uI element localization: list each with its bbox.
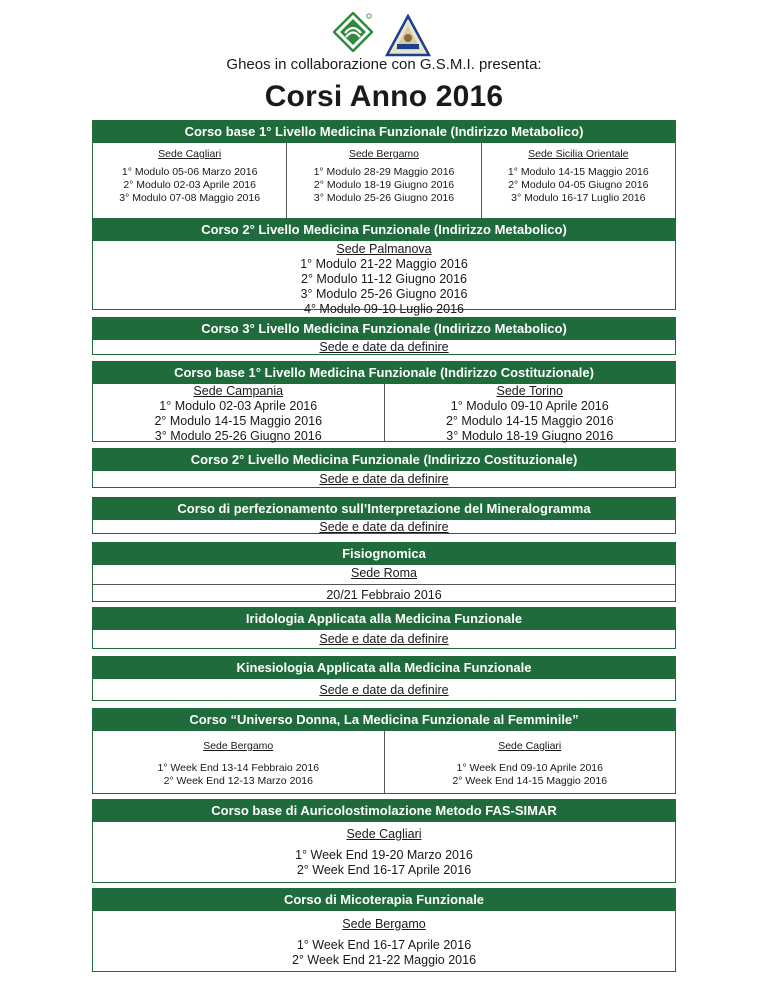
course-section-micoterapia (92, 888, 676, 972)
course-column (384, 731, 676, 794)
course-body (93, 520, 675, 535)
module-date: 1° Modulo 14-15 Maggio 2016 (507, 166, 649, 178)
module-date: 3° Modulo 25-26 Giugno 2016 (300, 287, 468, 301)
module-date: 1° Modulo 28-29 Maggio 2016 (313, 166, 455, 178)
page-title: Corsi Anno 2016 (264, 80, 504, 113)
sede-label: Sede Campania (193, 384, 284, 398)
section-header: Corso base di Auricolostimolazione Metodo FAS-SIMAR (93, 800, 675, 822)
course-columns (93, 384, 675, 442)
module-date: 1° Modulo 09-10 Aprile 2016 (450, 399, 609, 413)
course-section-kinesiologia (92, 656, 676, 701)
section-header: Corso base 1° Livello Medicina Funzionale (Indirizzo Metabolico) (93, 121, 675, 143)
module-date: 3° Modulo 25-26 Giugno 2016 (313, 192, 455, 204)
section-header: Corso 2° Livello Medicina Funzionale (Indirizzo Metabolico) (93, 219, 675, 241)
weekend-date: 1° Week End 19-20 Marzo 2016 (295, 848, 473, 862)
section-header: Corso base 1° Livello Medicina Funzionale (Indirizzo Costituzionale) (93, 362, 675, 384)
course-section-mineralogramma (92, 497, 676, 534)
course-section-3-metabolico (92, 317, 676, 355)
sede-label: Sede Palmanova (336, 242, 432, 256)
module-date: 1° Modulo 05-06 Marzo 2016 (121, 166, 258, 178)
section-header: Iridologia Applicata alla Medicina Funzionale (93, 608, 675, 630)
course-body (93, 630, 675, 647)
weekend-date: 2° Week End 12-13 Marzo 2016 (163, 775, 313, 787)
sede-label: Sede Cagliari (158, 148, 222, 160)
module-date: 2° Modulo 02-03 Aprile 2016 (123, 179, 256, 191)
module-date: 3° Modulo 16-17 Luglio 2016 (511, 192, 646, 204)
weekend-date: 2° Week End 14-15 Maggio 2016 (452, 775, 608, 787)
section-header: Kinesiologia Applicata alla Medicina Funzionale (93, 657, 675, 679)
course-column (384, 384, 676, 442)
course-section-2-metabolico (92, 218, 676, 316)
sede-label: Sede Roma (350, 566, 417, 580)
logos (0, 12, 768, 58)
module-date: 1° Modulo 02-03 Aprile 2016 (159, 399, 318, 413)
course-body (93, 565, 675, 603)
course-columns (93, 731, 675, 794)
course-section-fisiognomica (92, 542, 676, 602)
course-section-iridologia (92, 607, 676, 649)
course-section-auricolostimolazione (92, 799, 676, 883)
module-date: 2° Modulo 14-15 Maggio 2016 (154, 414, 323, 428)
course-body (93, 822, 675, 878)
sede-date-tbd: Sede e date da definire (319, 472, 449, 486)
section-header: Corso 2° Livello Medicina Funzionale (Indirizzo Costituzionale) (93, 449, 675, 471)
module-date: 3° Modulo 25-26 Giugno 2016 (154, 429, 322, 443)
sede-label: Sede Bergamo (348, 148, 420, 160)
gsmi-triangle-logo-icon (385, 14, 431, 58)
course-body (93, 911, 675, 968)
section-header: Corso 3° Livello Medicina Funzionale (Indirizzo Metabolico) (93, 318, 675, 340)
course-body (93, 471, 675, 487)
weekend-date: 2° Week End 21-22 Maggio 2016 (291, 953, 477, 967)
course-body (93, 679, 675, 698)
sede-label: Sede Torino (496, 384, 563, 398)
module-date: 4° Modulo 09-10 Luglio 2016 (304, 302, 464, 316)
intro-text: Gheos in collaborazione con G.S.M.I. presenta: (226, 56, 542, 73)
sede-date-tbd: Sede e date da definire (319, 340, 449, 354)
section-header: Corso “Universo Donna, La Medicina Funzionale al Femminile” (93, 709, 675, 731)
course-column (93, 731, 384, 794)
section-header: Corso di Micoterapia Funzionale (93, 889, 675, 911)
module-date: 2° Modulo 14-15 Maggio 2016 (445, 414, 614, 428)
module-date: 2° Modulo 18-19 Giugno 2016 (313, 179, 455, 191)
weekend-date: 2° Week End 16-17 Aprile 2016 (296, 863, 472, 877)
green-diamond-leaf-logo-icon (333, 12, 373, 52)
module-date: 3° Modulo 18-19 Giugno 2016 (446, 429, 614, 443)
course-section-2-costituzionale (92, 448, 676, 488)
weekend-date: 1° Week End 16-17 Aprile 2016 (296, 938, 472, 952)
sede-date-tbd: Sede e date da definire (319, 632, 449, 646)
section-header: Fisiognomica (93, 543, 675, 565)
sede-label: Sede Bergamo (342, 917, 426, 931)
sede-label: Sede Bergamo (203, 740, 274, 752)
course-column (93, 384, 384, 442)
sede-label: Sede Cagliari (346, 827, 422, 841)
section-header: Corso di perfezionamento sull’Interpretazione del Mineralogramma (93, 498, 675, 520)
course-body (93, 241, 675, 317)
weekend-date: 1° Week End 13-14 Febbraio 2016 (157, 762, 320, 774)
sede-date-tbd: Sede e date da definire (319, 683, 449, 697)
module-date: 1° Modulo 21-22 Maggio 2016 (300, 257, 468, 271)
sede-date-tbd: Sede e date da definire (319, 520, 449, 534)
module-date: 2° Modulo 11-12 Giugno 2016 (301, 272, 467, 286)
module-date: 3° Modulo 07-08 Maggio 2016 (119, 192, 261, 204)
module-date: 2° Modulo 04-05 Giugno 2016 (508, 179, 649, 191)
weekend-date: 1° Week End 09-10 Aprile 2016 (456, 762, 603, 774)
sede-label: Sede Sicilia Orientale (528, 148, 629, 160)
course-section-universo-donna (92, 708, 676, 794)
sede-label: Sede Cagliari (498, 740, 562, 752)
course-body (93, 340, 675, 355)
course-date: 20/21 Febbraio 2016 (93, 584, 675, 603)
course-section-base-1-costituzionale (92, 361, 676, 442)
